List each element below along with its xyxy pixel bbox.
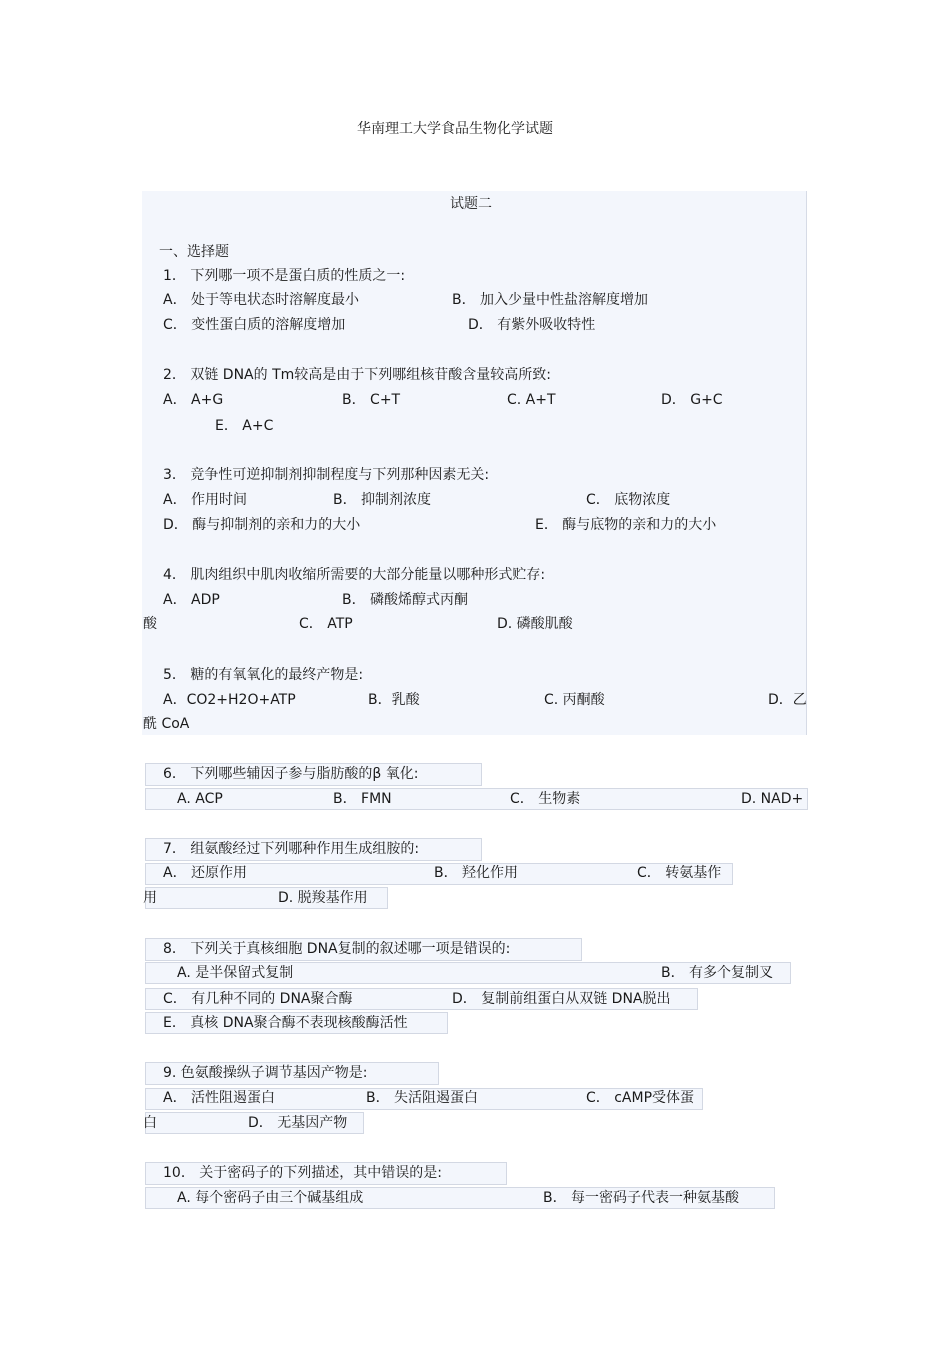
q7-option-b: B． 羟化作用: [434, 865, 519, 881]
q3-stem: 3． 竞争性可逆抑制剂抑制程度与下列那种因素无关:: [163, 467, 490, 483]
q1-option-b: B． 加入少量中性盐溶解度增加: [452, 292, 649, 308]
q9-option-c: C． cAMP受体蛋: [586, 1090, 695, 1106]
q6-option-b: B． FMN: [333, 791, 392, 807]
q10-option-b: B． 每一密码子代表一种氨基酸: [543, 1190, 740, 1206]
q4-option-b: B． 磷酸烯醇式丙酮: [342, 592, 469, 608]
q8-option-d: D． 复制前组蛋白从双链 DNA脱出: [452, 991, 671, 1007]
q7-option-c: C． 转氨基作: [637, 865, 722, 881]
q1-option-d: D． 有紫外吸收特性: [468, 317, 596, 333]
q4-stem: 4． 肌肉组织中肌肉收缩所需要的大部分能量以哪种形式贮存:: [163, 567, 546, 583]
q5-stem: 5． 糖的有氧氧化的最终产物是:: [163, 667, 364, 683]
q1-stem: 1． 下列哪一项不是蛋白质的性质之一:: [163, 268, 406, 284]
section-heading: 一、选择题: [159, 244, 229, 260]
q7-option-d: D. 脱羧基作用: [278, 890, 368, 906]
q6-option-c: C． 生物素: [510, 791, 581, 807]
q6-option-a: A. ACP: [177, 791, 223, 807]
q10-stem: 10． 关于密码子的下列描述，其中错误的是:: [163, 1165, 442, 1181]
q8-option-e: E． 真核 DNA聚合酶不表现核酸酶活性: [163, 1015, 408, 1031]
q4-option-c: C． ATP: [299, 616, 353, 632]
q3-option-b: B． 抑制剂浓度: [333, 492, 432, 508]
q6-stem: 6． 下列哪些辅因子参与脂肪酸的β 氧化:: [163, 766, 419, 782]
q8-option-b: B． 有多个复制叉: [661, 965, 774, 981]
q5-option-c: C. 丙酮酸: [544, 692, 605, 708]
q3-option-c: C． 底物浓度: [586, 492, 671, 508]
q4-option-a: A． ADP: [163, 592, 220, 608]
q9-stem: 9. 色氨酸操纵子调节基因产物是:: [163, 1065, 368, 1081]
q6-option-d: D. NAD+: [741, 791, 804, 807]
q7-stem: 7． 组氨酸经过下列哪种作用生成组胺的:: [163, 841, 420, 857]
q9-option-d: D． 无基因产物: [248, 1115, 348, 1131]
q8-stem: 8． 下列关于真核细胞 DNA复制的叙述哪一项是错误的:: [163, 941, 511, 957]
q8-option-c: C． 有几种不同的 DNA聚合酶: [163, 991, 353, 1007]
q2-option-d: D． G+C: [661, 392, 723, 408]
q2-option-e: E． A+C: [215, 418, 274, 434]
q4-option-b-continued: 酸: [143, 616, 157, 632]
q7-option-c-continued: 用: [143, 890, 157, 906]
q2-stem: 2． 双链 DNA的 Tm较高是由于下列哪组核苷酸含量较高所致:: [163, 367, 551, 383]
q3-option-e: E． 酶与底物的亲和力的大小: [535, 517, 717, 533]
q9-option-a: A． 活性阻遏蛋白: [163, 1090, 276, 1106]
q5-option-d-continued: 酰 CoA: [143, 716, 190, 732]
q9-option-c-continued: 白: [143, 1115, 157, 1131]
q10-option-a: A. 每个密码子由三个碱基组成: [177, 1190, 364, 1206]
q4-option-d: D. 磷酸肌酸: [497, 616, 573, 632]
q8-option-a: A. 是半保留式复制: [177, 965, 294, 981]
q3-option-d: D． 酶与抑制剂的亲和力的大小: [163, 517, 361, 533]
q7-option-a: A． 还原作用: [163, 865, 248, 881]
q5-option-a: A．CO2+H2O+ATP: [163, 692, 296, 708]
q2-option-a: A． A+G: [163, 392, 224, 408]
q5-option-d: D．乙: [768, 692, 807, 708]
q2-option-b: B． C+T: [342, 392, 401, 408]
q3-option-a: A． 作用时间: [163, 492, 248, 508]
paper-title: 试题二: [450, 196, 492, 212]
q6-options-box: [145, 788, 808, 810]
q9-option-b: B． 失活阻遏蛋白: [366, 1090, 479, 1106]
q5-option-b: B．乳酸: [368, 692, 420, 708]
document-title: 华南理工大学食品生物化学试题: [357, 121, 553, 137]
q2-option-c: C. A+T: [507, 392, 556, 408]
q1-option-c: C． 变性蛋白质的溶解度增加: [163, 317, 346, 333]
q1-option-a: A． 处于等电状态时溶解度最小: [163, 292, 360, 308]
